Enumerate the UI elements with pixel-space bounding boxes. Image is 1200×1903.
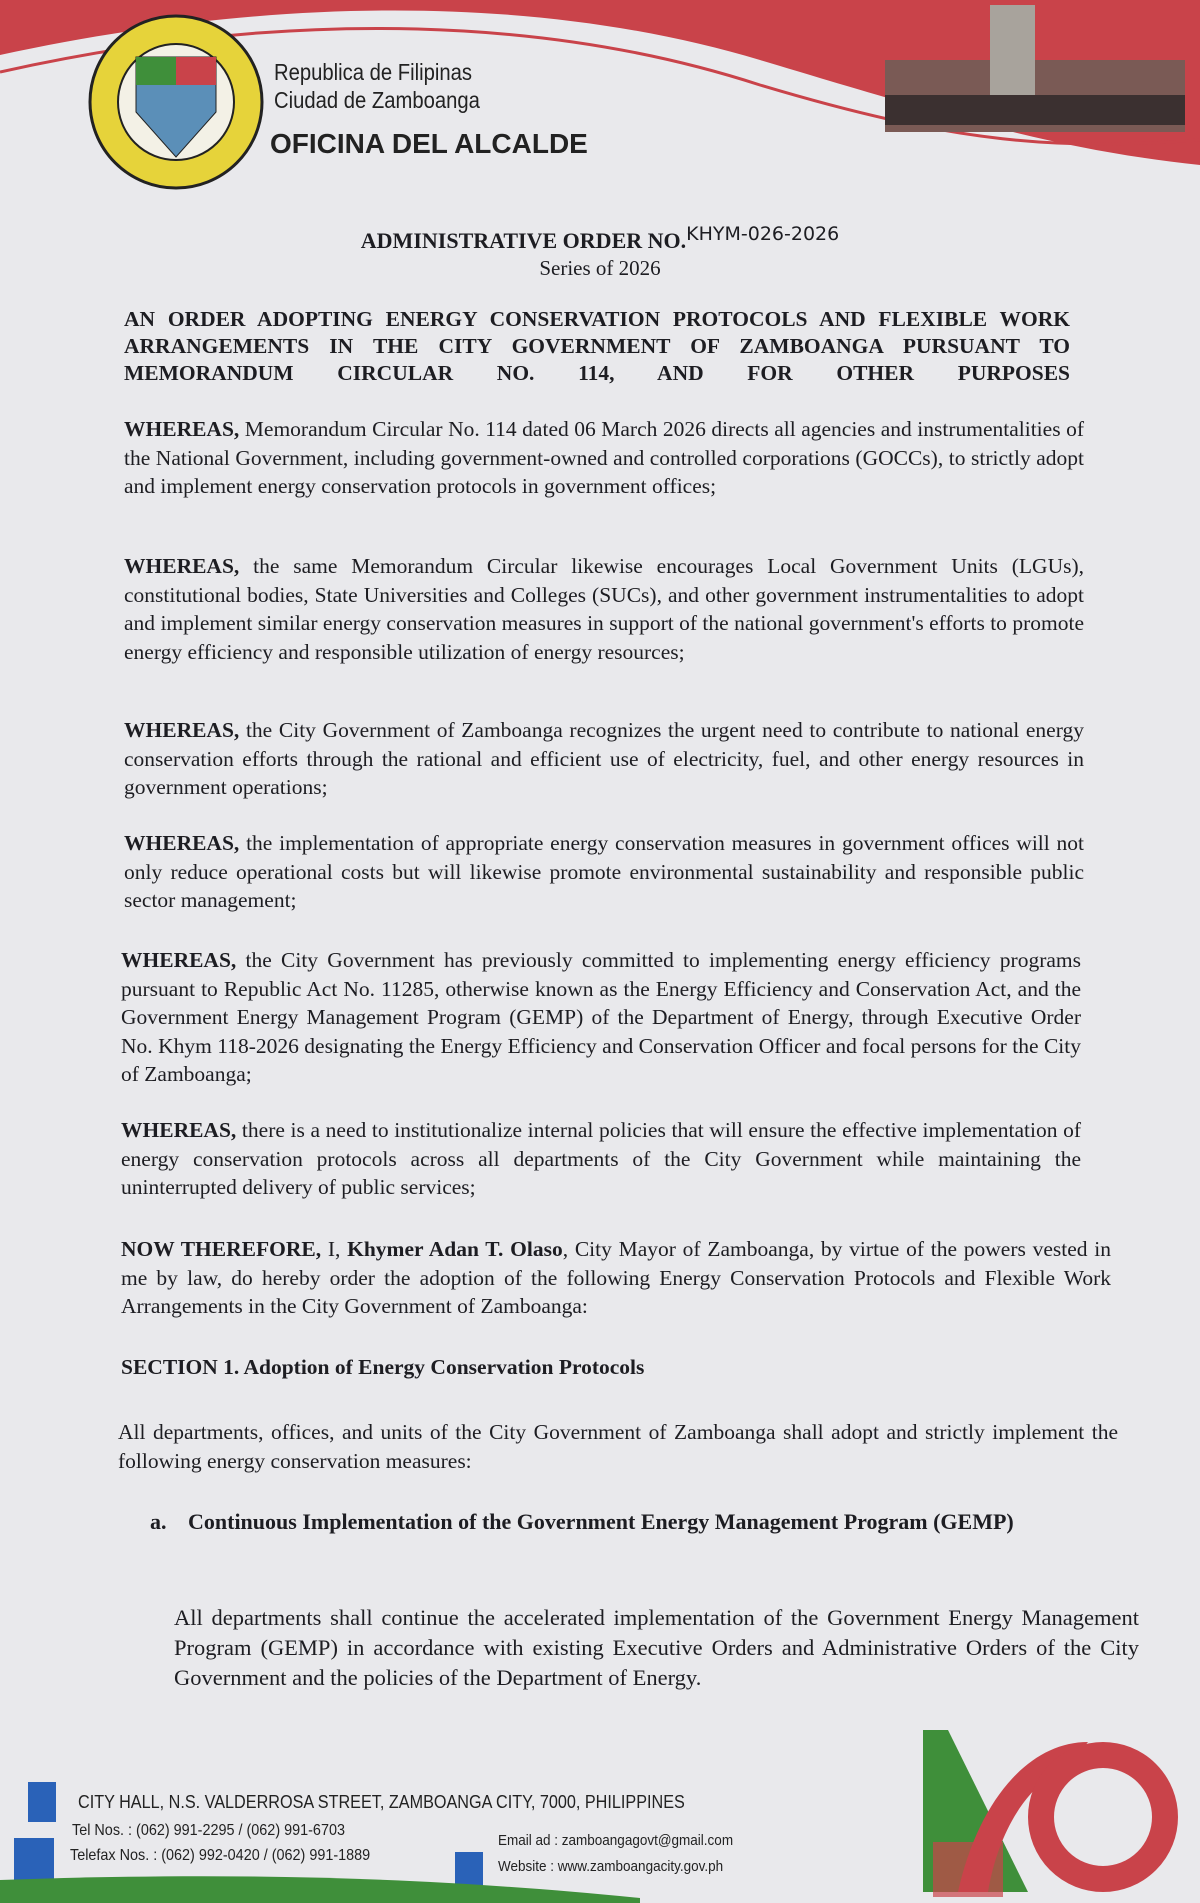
city-logo: [918, 1722, 1188, 1903]
whereas-2: [124, 552, 1084, 666]
whereas-lead: WHEREAS,: [124, 718, 240, 742]
order-number-line: [0, 223, 1200, 254]
official-seal: [86, 12, 266, 192]
whereas-text: there is a need to institutionalize internal policies that will ensure the effective implementation of energy conservation protocols across all departments of the City Government while maintaining the uninterrupted delivery of public services;: [121, 1118, 1081, 1199]
whereas-6: [121, 1116, 1081, 1202]
now-lead: NOW THEREFORE,: [121, 1237, 322, 1261]
whereas-lead: WHEREAS,: [124, 554, 240, 578]
whereas-text: the City Government has previously committed to implementing energy efficiency programs pursuant to Republic Act No. 11285, otherwise known as the Energy Efficiency and Conservation Act, and the Government Energy Management Program (GEMP) of the Department of Energy, through Executive Order No. Khym 118-2026 designating the Energy Efficiency and Conservation Officer and focal persons for the City of Zamboanga;: [121, 948, 1081, 1086]
whereas-5: [121, 946, 1081, 1089]
whereas-lead: WHEREAS,: [124, 417, 240, 441]
item-a-text: All departments shall continue the accelerated implementation of the Government Energy Management Program (GEMP) in accordance with existing Executive Orders and Administrative Orders of the City Government and the policies of the Department of Energy.: [174, 1605, 1139, 1690]
section-1-heading: SECTION 1. Adoption of Energy Conservation Protocols: [121, 1355, 645, 1379]
footer-blue-square: [28, 1782, 56, 1822]
now-mid: I,: [321, 1237, 348, 1261]
whereas-3: [124, 716, 1084, 802]
section-1-intro: All departments, offices, and units of the City Government of Zamboanga shall adopt and strictly implement the following energy conservation measures:: [118, 1420, 1118, 1473]
whereas-1: [124, 415, 1084, 501]
whereas-4: [124, 829, 1084, 915]
whereas-text: the City Government of Zamboanga recognizes the urgent need to contribute to national energy conservation efforts through the rational and efficient use of electricity, fuel, and other energy resources in government operations;: [124, 718, 1084, 799]
now-therefore: [121, 1235, 1111, 1321]
now-text: , City Mayor of Zamboanga, by virtue of the powers vested in me by law, do hereby order the adoption of the following Energy Conservation Protocols and Flexible Work Arrangements in the City Government of Zamboanga:: [121, 1237, 1111, 1318]
whereas-lead: WHEREAS,: [121, 1118, 237, 1142]
item-a-heading: [150, 1507, 1125, 1536]
whereas-text: the implementation of appropriate energy conservation measures in government offices will not only reduce operational costs but will likewise promote environmental sustainability and responsible public sector management;: [124, 831, 1084, 912]
order-title: AN ORDER ADOPTING ENERGY CONSERVATION PROTOCOLS AND FLEXIBLE WORK ARRANGEMENTS IN THE CITY GOVERNMENT OF ZAMBOANGA PURSUANT TO MEMORANDUM CIRCULAR NO. 114, AND FOR OTHER PURPOSES: [124, 307, 1070, 385]
whereas-lead: WHEREAS,: [121, 948, 237, 972]
order-label: ADMINISTRATIVE ORDER NO.: [360, 228, 687, 253]
item-label: a.: [150, 1509, 167, 1534]
footer-address: CITY HALL, N.S. VALDERROSA STREET, ZAMBOANGA CITY, 7000, PHILIPPINES: [78, 1792, 685, 1812]
city-name: Ciudad de Zamboanga: [274, 87, 480, 113]
whereas-text: the same Memorandum Circular likewise encourages Local Government Units (LGUs), constitutional bodies, State Universities and Colleges (SUCs), and other government instrumentalities to adopt and implement similar energy conservation measures in support of the national government's efforts to promote energy efficiency and responsible utilization of energy resources;: [124, 554, 1084, 664]
country-name: Republica de Filipinas: [274, 59, 473, 85]
footer-telefax: Telefax Nos. : (062) 992-0420 / (062) 991-1889: [70, 1847, 371, 1864]
office-name: OFICINA DEL ALCALDE: [270, 128, 588, 159]
order-series: Series of 2026: [539, 256, 661, 280]
mayor-name: Khymer Adan T. Olaso: [347, 1237, 563, 1261]
footer-website: Website : www.zamboangacity.gov.ph: [498, 1858, 724, 1875]
whereas-lead: WHEREAS,: [124, 831, 240, 855]
footer-email: Email ad : zamboangagovt@gmail.com: [498, 1832, 734, 1849]
item-title: Continuous Implementation of the Government Energy Management Program (GEMP): [188, 1509, 1014, 1534]
footer-tel: Tel Nos. : (062) 991-2295 / (062) 991-6703: [72, 1822, 345, 1839]
whereas-text: Memorandum Circular No. 114 dated 06 March 2026 directs all agencies and instrumentalities of the National Government, including government-owned and controlled corporations (GOCCs), to strictly adopt and implement energy conservation protocols in government offices;: [124, 417, 1084, 498]
order-number: KHYM-026-2026: [686, 223, 840, 245]
